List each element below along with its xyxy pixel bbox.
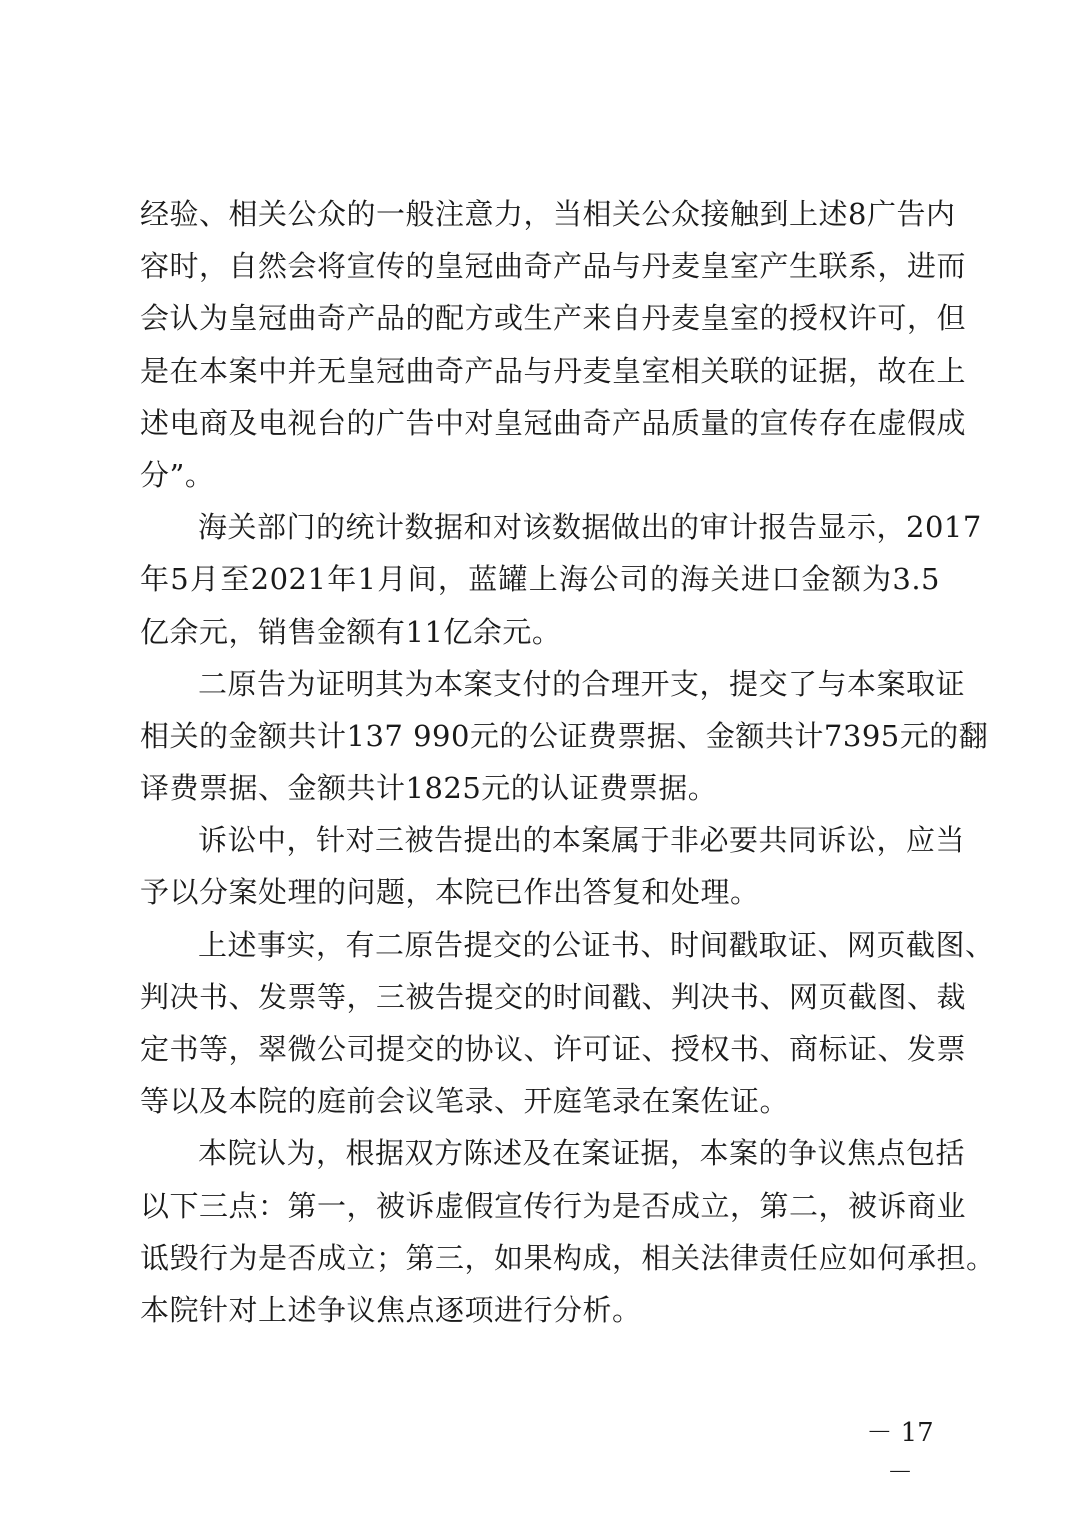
paragraph-first-line: 诉讼中，针对三被告提出的本案属于非必要共同诉讼，应当 [198,823,966,858]
text-line: 是在本案中并无皇冠曲奇产品与丹麦皇室相关联的证据，故在上 [140,353,967,388]
text-line: 本院针对上述争议焦点逐项进行分析。 [140,1292,642,1327]
text-line: 相关的金额共计137 990元的公证费票据、金额共计7395元的翻 [140,718,989,753]
text-line: 分”。 [140,457,215,492]
body-text [140,188,996,1336]
text-line: 译费票据、金额共计1825元的认证费票据。 [140,771,718,806]
text-line: 亿余元，销售金额有11亿余元。 [140,614,562,649]
paragraph-first-line: 上述事实，有二原告提交的公证书、时间戳取证、网页截图、 [198,927,995,962]
text-line: 经验、相关公众的一般注意力，当相关公众接触到上述8广告内 [140,197,956,231]
text-line: 诋毁行为是否成立；第三，如果构成，相关法律责任应如何承担。 [140,1240,996,1275]
paragraph-first-line: 二原告为证明其为本案支付的合理开支，提交了与本案取证 [198,666,966,701]
page-number: － 17 － [866,1418,934,1488]
text-line: 等以及本院的庭前会议笔录、开庭笔录在案佐证。 [140,1084,790,1119]
paragraph-first-line: 本院认为，根据双方陈述及在案证据，本案的争议焦点包括 [198,1136,966,1171]
text-line: 容时，自然会将宣传的皇冠曲奇产品与丹麦皇室产生联系，进而 [140,249,967,284]
text-line: 予以分案处理的问题，本院已作出答复和处理。 [140,875,760,910]
text-line: 年5月至2021年1月间，蓝罐上海公司的海关进口金额为3.5 [140,562,940,597]
text-line: 判决书、发票等，三被告提交的时间戳、判决书、网页截图、裁 [140,979,967,1014]
text-line: 会认为皇冠曲奇产品的配方或生产来自丹麦皇室的授权许可，但 [140,301,967,336]
text-line: 定书等，翠微公司提交的协议、许可证、授权书、商标证、发票 [140,1032,967,1066]
paragraph-first-line: 海关部门的统计数据和对该数据做出的审计报告显示，2017 [198,510,982,545]
text-line: 述电商及电视台的广告中对皇冠曲奇产品质量的宣传存在虚假成 [140,405,967,440]
text-line: 以下三点：第一，被诉虚假宣传行为是否成立，第二，被诉商业 [140,1188,967,1223]
